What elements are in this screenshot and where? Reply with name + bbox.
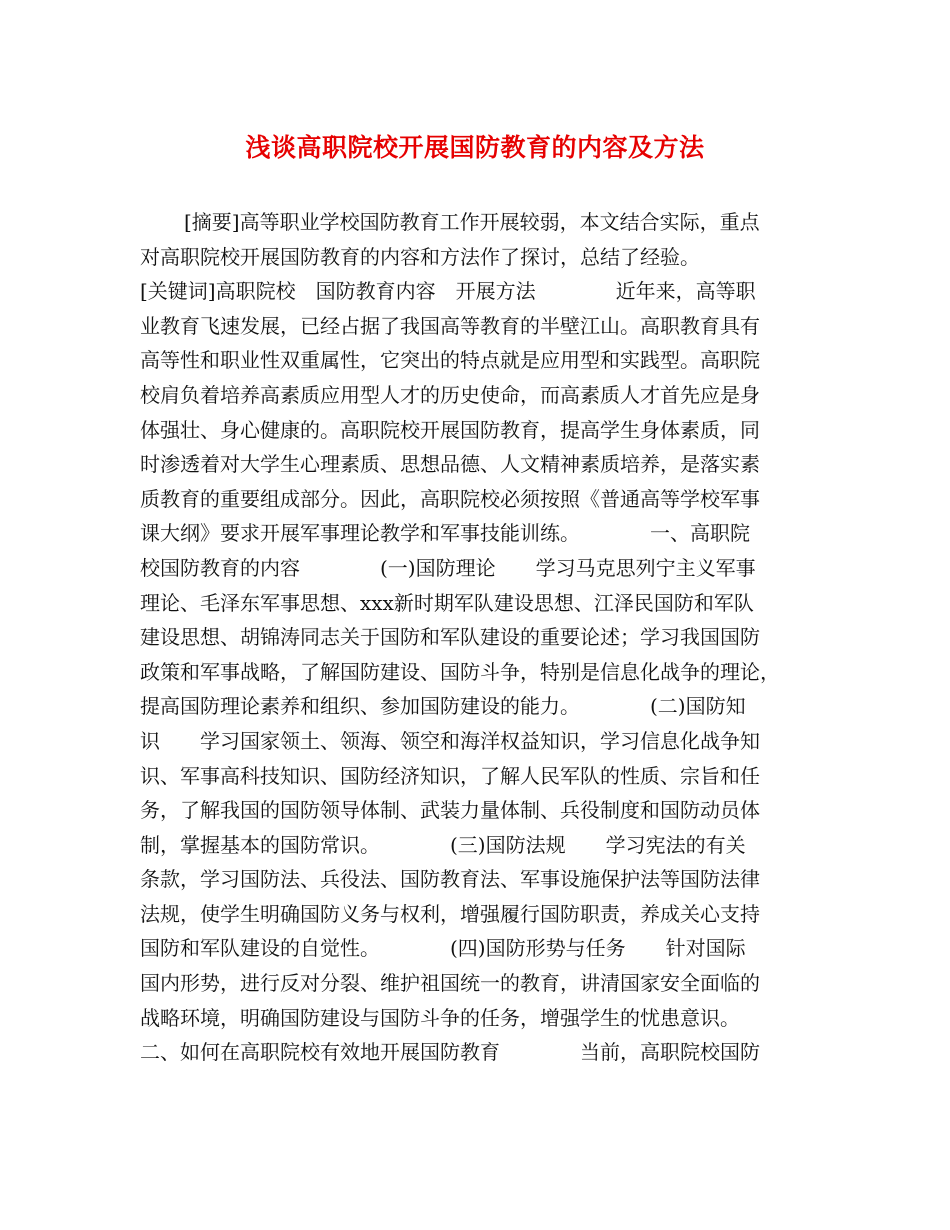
document-body	[140, 205, 816, 1070]
body-line: 业教育飞速发展，已经占据了我国高等教育的半壁江山。高职教育具有	[140, 313, 760, 338]
body-line: 时渗透着对大学生心理素质、思想品德、人文精神素质培养，是落实素	[140, 452, 760, 477]
body-line: 质教育的重要组成部分。因此，高职院校必须按照《普通高等学校军事	[140, 486, 760, 511]
body-line: 条款，学习国防法、兵役法、国防教育法、军事设施保护法等国防法律	[140, 867, 760, 892]
body-line: 建设思想、胡锦涛同志关于国防和军队建设的重要论述；学习我国国防	[140, 625, 760, 650]
body-line: 校肩负着培养高素质应用型人才的历史使命，而高素质人才首先应是身	[140, 382, 760, 407]
body-line: 识 学习国家领土、领海、领空和海洋权益知识，学习信息化战争知	[140, 728, 760, 753]
body-line: 国防和军队建设的自觉性。 (四)国防形势与任务 针对国际	[140, 936, 746, 961]
body-line: 提高国防理论素养和组织、参加国防建设的能力。 (二)国防知	[140, 694, 746, 719]
body-line	[140, 205, 816, 240]
document-title: 浅谈高职院校开展国防教育的内容及方法	[245, 133, 705, 162]
body-line: 国内形势，进行反对分裂、维护祖国统一的教育，讲清国家安全面临的	[140, 971, 760, 996]
body-line: 课大纲》要求开展军事理论教学和军事技能训练。 一、高职院	[140, 521, 750, 546]
body-line: 制，掌握基本的国防常识。 (三)国防法规 学习宪法的有关	[140, 832, 746, 857]
body-line: 体强壮、身心健康的。高职院校开展国防教育，提高学生身体素质，同	[140, 417, 760, 442]
body-line: 二、如何在高职院校有效地开展国防教育 当前，高职院校国防	[140, 1040, 760, 1065]
body-line: 对高职院校开展国防教育的内容和方法作了探讨，总结了经验。	[140, 244, 700, 269]
body-line: 识、军事高科技知识、国防经济知识，了解人民军队的性质、宗旨和任	[140, 763, 760, 788]
body-line: 校国防教育的内容 (一)国防理论 学习马克思列宁主义军事	[140, 555, 756, 580]
body-line: [关键词]高职院校 国防教育内容 开展方法 近年来，高等职	[140, 279, 756, 304]
body-line-text: [摘要]高等职业学校国防教育工作开展较弱，本文结合实际，重点	[184, 210, 760, 234]
body-line: 高等性和职业性双重属性，它突出的特点就是应用型和实践型。高职院	[140, 348, 760, 373]
body-line: 务，了解我国的国防领导体制、武装力量体制、兵役制度和国防动员体	[140, 798, 760, 823]
body-line: 战略环境，明确国防建设与国防斗争的任务，增强学生的忧患意识。	[140, 1005, 740, 1030]
body-line: 理论、毛泽东军事思想、xxx新时期军队建设思想、江泽民国防和军队	[140, 590, 754, 615]
body-line: 法规，使学生明确国防义务与权利，增强履行国防职责，养成关心支持	[140, 901, 760, 926]
body-line: 政策和军事战略，了解国防建设、国防斗争，特别是信息化战争的理论，	[140, 659, 780, 684]
